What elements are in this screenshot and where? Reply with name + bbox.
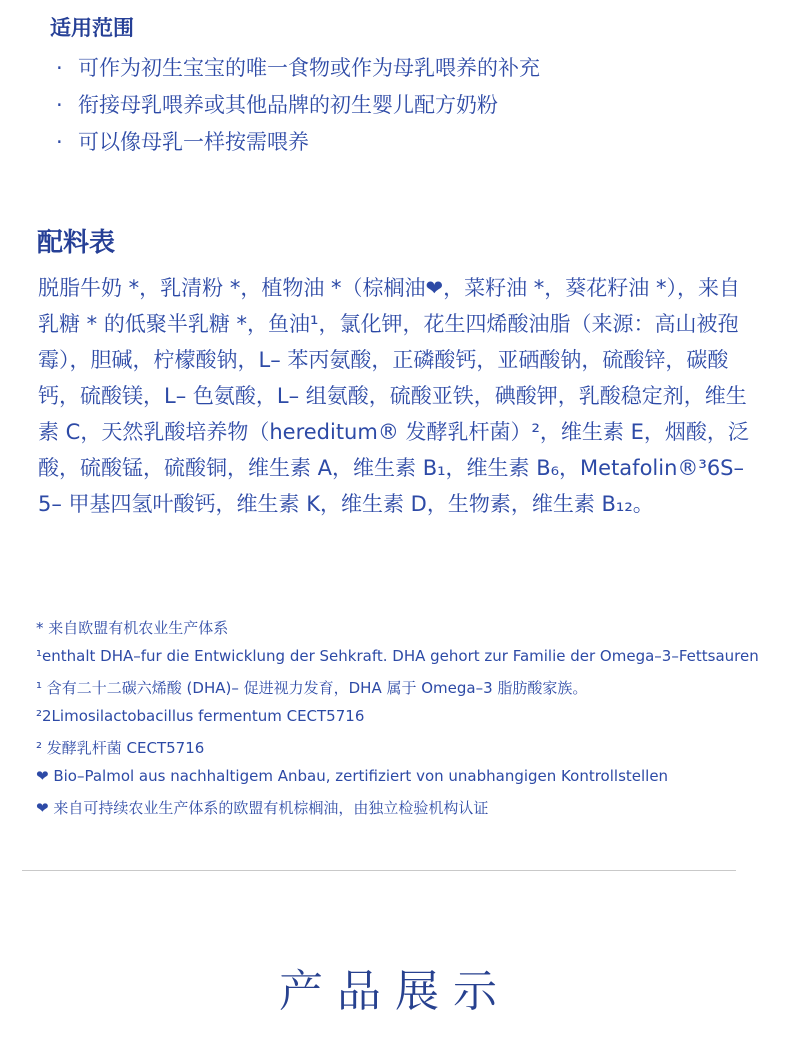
bullet-icon: ·: [56, 56, 63, 80]
usage-item-text: 可作为初生宝宝的唯一食物或作为母乳喂养的补充: [78, 56, 540, 80]
footnote-dha-de: ¹enthalt DHA–fur die Entwicklung der Sehkraft. DHA gehort zur Familie der Omega–3–Fettsauren: [36, 647, 759, 665]
usage-item-text: 衔接母乳喂养或其他品牌的初生婴儿配方奶粉: [78, 93, 498, 117]
footnote-strain-cn: ² 发酵乳杆菌 CECT5716: [36, 739, 205, 757]
footnote-palm-de: ❤ Bio–Palmol aus nachhaltigem Anbau, zertifiziert von unabhangigen Kontrollstellen: [36, 767, 669, 785]
ingredients-text: 脱脂牛奶 *，乳清粉 *，植物油 *（棕榈油❤，菜籽油 *，葵花籽油 *），来自乳糖 * 的低聚半乳糖 *，鱼油¹，氯化钾，花生四烯酸油脂（来源：高山被孢霉），胆碱，柠檬酸钠，L– 苯丙氨酸，正磷酸钙，亚硒酸钠，硫酸锌，碳酸钙，硫酸镁，L– 色氨酸，L– 组氨酸，硫酸亚铁，碘酸钾，乳酸稳定剂，维生素 C，天然乳酸培养物（hereditum® 发酵乳杆菌）²，维生素 E，烟酸，泛酸，硫酸锰，硫酸铜，维生素 A，维生素 B₁，维生素 B₆，Metafolin®³6S–5– 甲基四氢叶酸钙，维生素 K，维生素 D，生物素，维生素 B₁₂。: [38, 276, 749, 516]
usage-item-text: 可以像母乳一样按需喂养: [78, 130, 309, 154]
footnote-palm-cn: ❤ 来自可持续农业生产体系的欧盟有机棕榈油，由独立检验机构认证: [36, 799, 489, 817]
usage-list: [56, 52, 756, 163]
bullet-icon: ·: [56, 93, 63, 117]
footnote-strain-latin: ²2Limosilactobacillus fermentum CECT5716: [36, 707, 365, 725]
product-showcase-title: 产品展示: [279, 966, 511, 1017]
ingredients-title: 配料表: [37, 228, 116, 258]
divider: [22, 870, 736, 871]
footnotes: [36, 617, 766, 827]
list-item: [56, 52, 756, 89]
footnote-organic: * 来自欧盟有机农业生产体系: [36, 619, 229, 637]
bullet-icon: ·: [56, 130, 63, 154]
list-item: [56, 89, 756, 126]
usage-section-title: 适用范围: [50, 16, 134, 40]
footnote-dha-cn: ¹ 含有二十二碳六烯酸 (DHA)– 促进视力发育，DHA 属于 Omega–3 脂肪酸家族。: [36, 679, 588, 697]
list-item: [56, 126, 756, 163]
